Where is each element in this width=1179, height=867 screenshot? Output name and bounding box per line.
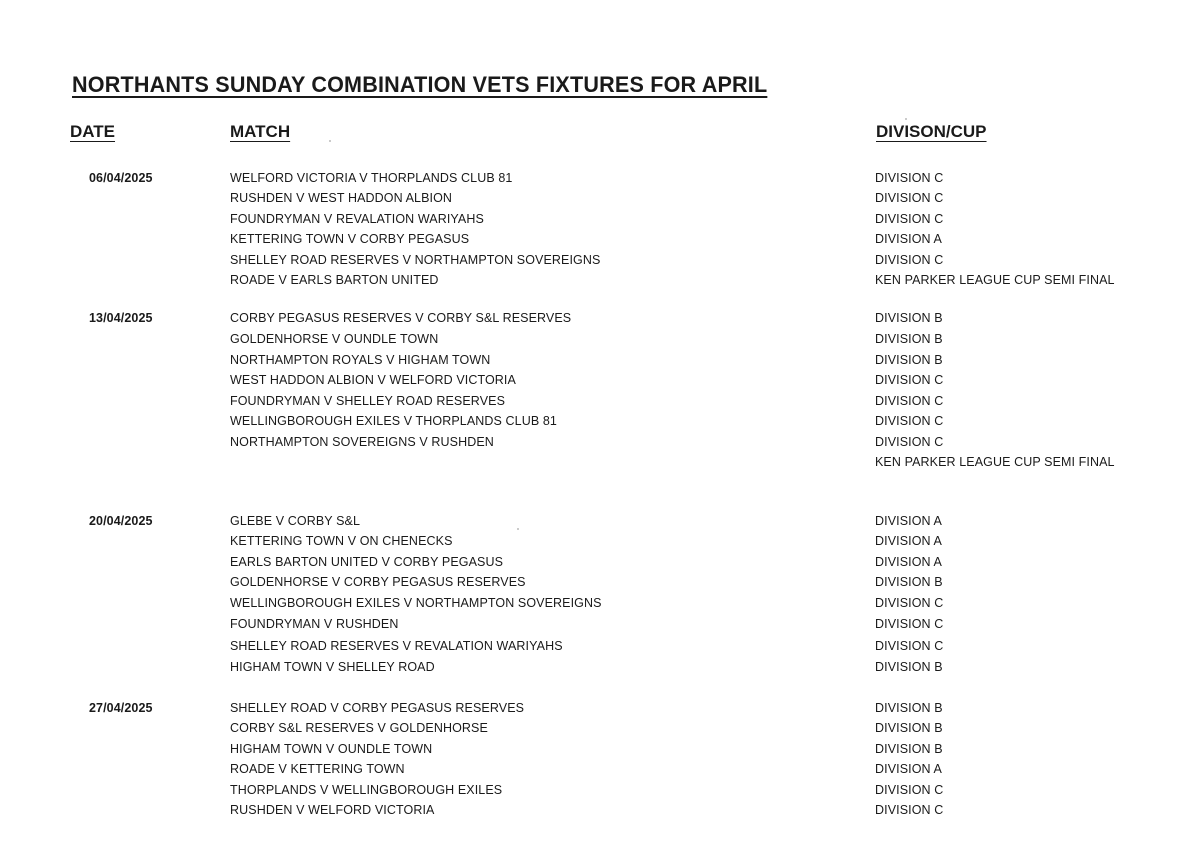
fixture-division: DIVISION B	[875, 332, 943, 346]
fixture-match: KETTERING TOWN V ON CHENECKS	[230, 534, 453, 548]
fixture-division: DIVISION C	[875, 171, 944, 185]
fixture-division: DIVISION C	[875, 617, 944, 631]
fixture-division: DIVISION A	[875, 514, 942, 528]
fixture-division: DIVISION A	[875, 762, 942, 776]
fixture-match: FOUNDRYMAN V RUSHDEN	[230, 617, 399, 631]
fixture-match: CORBY PEGASUS RESERVES V CORBY S&L RESERVES	[230, 311, 572, 325]
fixture-match: RUSHDEN V WEST HADDON ALBION	[230, 191, 453, 205]
fixture-date: 06/04/2025	[89, 171, 153, 185]
page-title: NORTHANTS SUNDAY COMBINATION VETS FIXTURES FOR APRIL	[72, 72, 768, 97]
fixture-match: FOUNDRYMAN V REVALATION WARIYAHS	[230, 212, 484, 226]
fixture-match: THORPLANDS V WELLINGBOROUGH EXILES	[230, 783, 503, 797]
fixture-division: DIVISION B	[875, 311, 943, 325]
fixture-match: HIGHAM TOWN V SHELLEY ROAD	[230, 660, 435, 674]
fixture-division: DIVISION A	[875, 232, 942, 246]
scan-speck	[905, 118, 907, 120]
fixture-division: DIVISION C	[875, 253, 944, 267]
fixture-division: DIVISION C	[875, 414, 944, 428]
fixture-division: DIVISION B	[875, 353, 943, 367]
fixture-match: CORBY S&L RESERVES V GOLDENHORSE	[230, 721, 488, 735]
fixture-match: RUSHDEN V WELFORD VICTORIA	[230, 803, 435, 817]
fixture-division: DIVISION C	[875, 803, 944, 817]
fixture-match: SHELLEY ROAD V CORBY PEGASUS RESERVES	[230, 701, 525, 715]
fixture-match: SHELLEY ROAD RESERVES V NORTHAMPTON SOVEREIGNS	[230, 253, 601, 267]
fixture-division: DIVISION B	[875, 742, 943, 756]
fixture-division: DIVISION C	[875, 435, 944, 449]
fixture-division: DIVISION A	[875, 555, 942, 569]
fixture-date: 20/04/2025	[89, 514, 153, 528]
fixture-match: FOUNDRYMAN V SHELLEY ROAD RESERVES	[230, 394, 506, 408]
fixture-division: DIVISION C	[875, 212, 944, 226]
scan-speck	[329, 140, 331, 142]
fixture-match: GOLDENHORSE V CORBY PEGASUS RESERVES	[230, 575, 526, 589]
fixture-match: ROADE V KETTERING TOWN	[230, 762, 405, 776]
fixture-match: WELLINGBOROUGH EXILES V NORTHAMPTON SOVEREIGNS	[230, 596, 602, 610]
fixture-match: EARLS BARTON UNITED V CORBY PEGASUS	[230, 555, 504, 569]
fixture-division: DIVISION B	[875, 721, 943, 735]
fixture-division: DIVISION C	[875, 596, 944, 610]
fixture-division: DIVISION B	[875, 660, 943, 674]
fixture-division: DIVISION B	[875, 575, 943, 589]
fixture-match: WELLINGBOROUGH EXILES V THORPLANDS CLUB 81	[230, 414, 557, 428]
column-header-division: DIVISON/CUP	[876, 122, 987, 141]
fixture-match: HIGHAM TOWN V OUNDLE TOWN	[230, 742, 433, 756]
fixture-match: GLEBE V CORBY S&L	[230, 514, 360, 528]
fixture-division: DIVISION C	[875, 639, 944, 653]
fixture-match: ROADE V EARLS BARTON UNITED	[230, 273, 439, 287]
column-header-match: MATCH	[230, 122, 291, 141]
fixture-division: DIVISION C	[875, 394, 944, 408]
fixture-match: GOLDENHORSE V OUNDLE TOWN	[230, 332, 439, 346]
fixture-date: 13/04/2025	[89, 311, 153, 325]
fixture-division: KEN PARKER LEAGUE CUP SEMI FINAL	[875, 455, 1115, 469]
fixture-division: DIVISION B	[875, 701, 943, 715]
fixture-division: DIVISION C	[875, 373, 944, 387]
fixture-match: SHELLEY ROAD RESERVES V REVALATION WARIYAHS	[230, 639, 563, 653]
fixture-division: DIVISION A	[875, 534, 942, 548]
fixture-division: DIVISION C	[875, 191, 944, 205]
scan-speck	[517, 528, 519, 530]
fixture-match: WEST HADDON ALBION V WELFORD VICTORIA	[230, 373, 516, 387]
fixture-match: NORTHAMPTON ROYALS V HIGHAM TOWN	[230, 353, 491, 367]
fixture-division: KEN PARKER LEAGUE CUP SEMI FINAL	[875, 273, 1115, 287]
column-header-date: DATE	[70, 122, 116, 141]
fixture-match: KETTERING TOWN V CORBY PEGASUS	[230, 232, 470, 246]
fixture-match: WELFORD VICTORIA V THORPLANDS CLUB 81	[230, 171, 513, 185]
fixture-date: 27/04/2025	[89, 701, 153, 715]
fixture-match: NORTHAMPTON SOVEREIGNS V RUSHDEN	[230, 435, 494, 449]
fixture-division: DIVISION C	[875, 783, 944, 797]
